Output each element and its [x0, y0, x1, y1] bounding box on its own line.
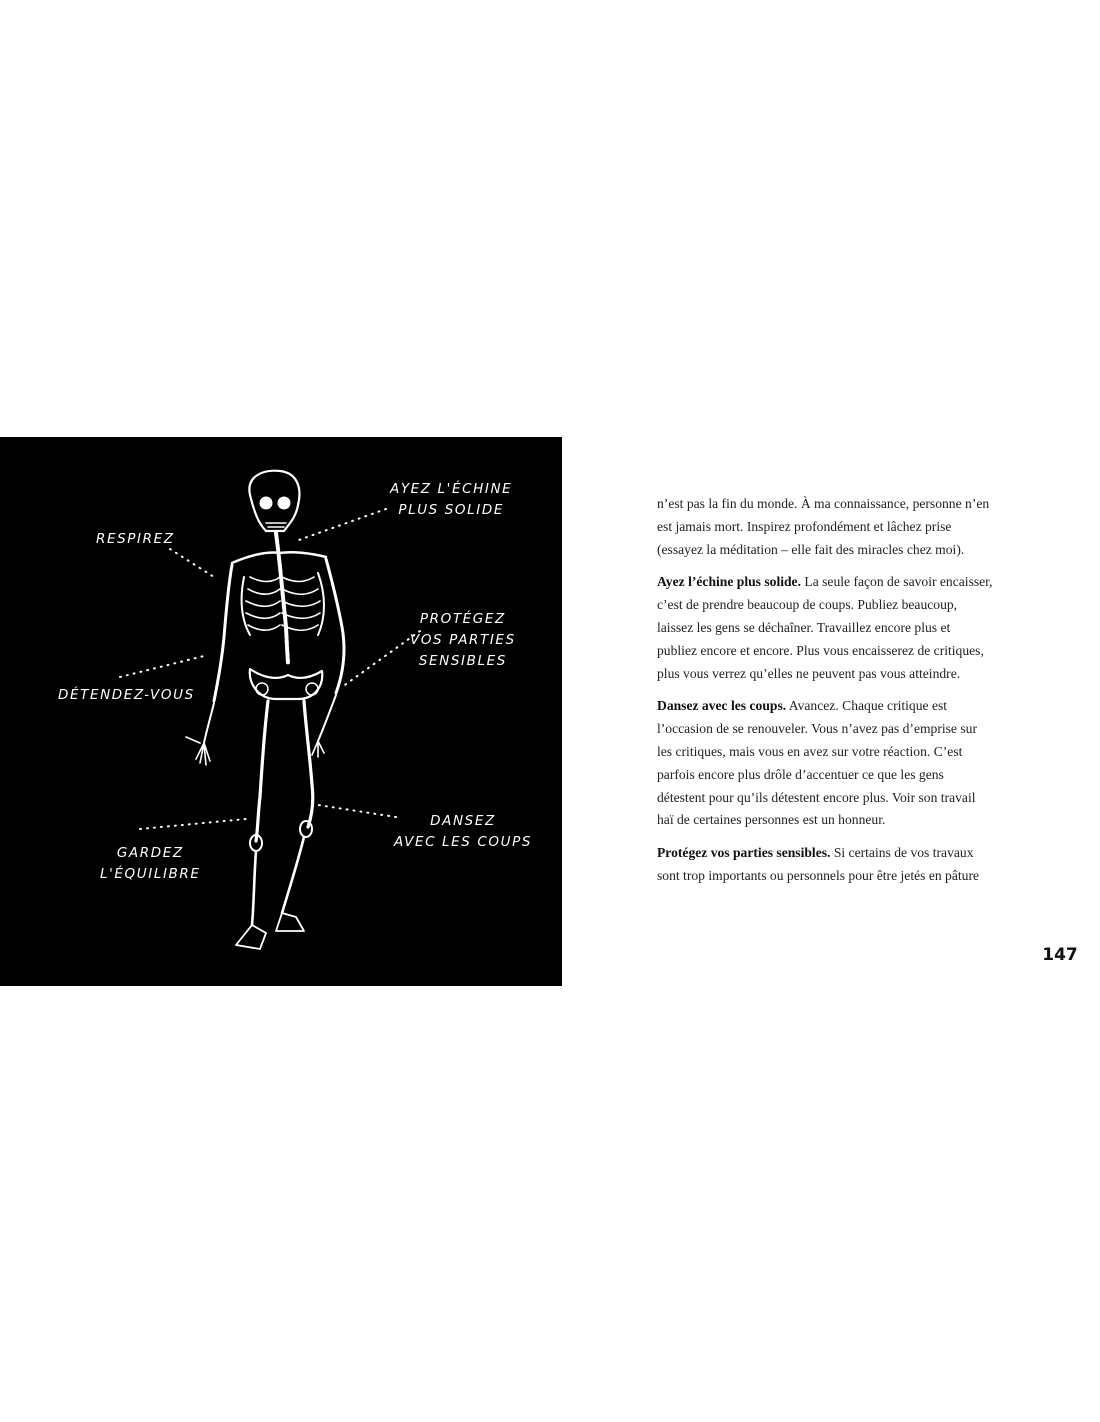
paragraph: Ayez l’échine plus solide. La seule façon de savoir encaisser, c’est de prendre beaucoup de coups. Publiez beaucoup, laissez les gens se déchaîner. Travaillez encore plus et publiez encore et encore. Plus vous encaisserez de critiques, plus vous verrez qu’elles ne peuvent pas vous atteindre. — [657, 574, 993, 681]
paragraph: Protégez vos parties sensibles. Si certains de vos travaux sont trop importants ou personnels pour être jetés en pâture — [657, 845, 980, 883]
paragraph-heading: Ayez l’échine plus solide. — [657, 574, 801, 590]
skeleton-illustration — [0, 437, 562, 986]
label-dansez: DANSEZ AVEC LES COUPS — [394, 813, 533, 850]
paragraph-heading: Protégez vos parties sensibles. — [657, 845, 831, 861]
paragraph-heading: Dansez avec les coups. — [657, 698, 787, 714]
paragraph: n’est pas la fin du monde. À ma connaissance, personne n’en est jamais mort. Inspirez profondément et lâchez prise (essayez la méditation – elle fait des miracles chez moi). — [657, 496, 990, 557]
paragraph: Dansez avec les coups. Avancez. Chaque critique est l’occasion de se renouveler. Vous n’avez pas d’emprise sur les critiques, mais vous en avez sur votre réaction. C’est parfois encore plus drôle d’accentuer ce que les gens détestent pour qu’ils détestent encore plus. Voir son travail haï de certaines personnes est un honneur. — [657, 698, 977, 828]
label-echine: AYEZ L'ÉCHINE PLUS SOLIDE — [390, 481, 513, 518]
page-number: 147 — [1042, 945, 1078, 965]
label-protegez: PROTÉGEZ VOS PARTIES SENSIBLES — [410, 611, 516, 669]
body-text — [657, 493, 993, 898]
label-respirez: RESPIREZ — [96, 531, 175, 547]
label-detendez: DÉTENDEZ-VOUS — [58, 687, 195, 703]
label-gardez: GARDEZ L'ÉQUILIBRE — [100, 845, 201, 882]
